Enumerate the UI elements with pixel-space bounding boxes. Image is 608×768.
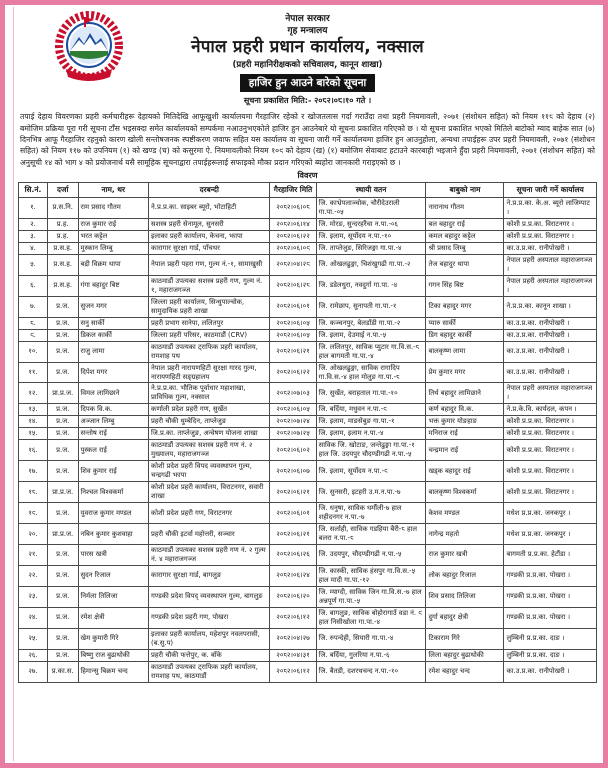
office-name: नेपाल प्रहरी प्रधान कार्यालय, नक्साल [191, 37, 424, 58]
cell-father: मनिराज राई [426, 428, 504, 440]
cell-rank: प्र.ज. [47, 428, 78, 440]
cell-father: श्री प्रसाद लिम्बु [426, 242, 504, 254]
cell-name: निर्मला तिलिजा [78, 586, 149, 607]
cell-posting: कोशी प्रदेश प्रहरी गण, विराटनगर [149, 503, 270, 524]
cell-office: कोशी प्र.प्र.का. विराटनगर । [504, 440, 597, 461]
table-row [19, 198, 597, 219]
cell-posting: ने.प्र.प्र.का. साइबर ब्यूरो, भोटाहिटी [149, 198, 270, 219]
table-row [19, 362, 597, 383]
cell-date: २०८२।०७।०३ [270, 383, 316, 404]
cell-date: २०८२।०६।२१ [270, 482, 316, 503]
cell-father: तेज बहादुर थापा [426, 254, 504, 275]
cell-office: का.उ.प्र.का. रानीपोखरी । [504, 329, 597, 341]
cell-date: २०८२।०६।०१ [270, 503, 316, 524]
cell-office: कोशी प्र.प्र.का. विराटनगर । [504, 218, 597, 230]
table-row [19, 586, 597, 607]
cell-address: जि. कास्की, साविक हंसपुर गा.वि.स.-५ हाल मादी गा.पा.-१२ [316, 565, 426, 586]
cell-date: २०८२।०६।२१ [270, 524, 316, 545]
cell-sn: ४. [19, 242, 48, 254]
cell-office: कोशी प्र.प्र.का. विराटनगर । [504, 230, 597, 242]
table-row [19, 254, 597, 275]
cell-sn: १५. [19, 428, 48, 440]
cell-date: २०८२।०६।२४ [270, 565, 316, 586]
cell-date: २०८२।०६।२० [270, 586, 316, 607]
cell-posting: जि.प्र.का. ताप्लेजुङ, अन्वेषण योजना शाखा [149, 428, 270, 440]
cell-rank: प्र.ज. [47, 586, 78, 607]
table-row [19, 317, 597, 329]
table-row [19, 649, 597, 661]
table-row [19, 329, 597, 341]
cell-rank: प्रा.प्र.ज. [47, 482, 78, 503]
cell-date: २०८२।०६।०७ [270, 461, 316, 482]
cell-posting: काठमाडौं उपत्यका ट्राफिक प्रहरी कार्यालय, रामशाह पथ [149, 341, 270, 362]
cell-address: जि. म्याग्दी, साविक जिन गा.वि.स.-७ हाल अन्नपूर्ण गा.पा.-५ [316, 586, 426, 607]
cell-posting: जिल्ला प्रहरी कार्यालय, सिन्धुपाल्चोक, सामुदायिक प्रहरी शाखा [149, 296, 270, 317]
cell-date: २०८२।०६।०५ [270, 404, 316, 416]
cell-sn: १. [19, 198, 48, 219]
cell-date: २०८२।०६।०९ [270, 242, 316, 254]
cell-sn: ३. [19, 230, 48, 242]
cell-office: का.उ.प्र.का. रानीपोखरी । [504, 341, 597, 362]
cell-father: दुर्गा बहादुर क्षेत्री [426, 607, 504, 628]
cell-date: २०८२।०६।०१ [270, 296, 316, 317]
ministry-name: गृह मन्त्रालय [287, 26, 328, 37]
sub-office-name: (प्रहरी महानिरीक्षकको सचिवालय, कानून शाखा) [232, 59, 383, 70]
cell-father: टिका बहादुर मगर [426, 296, 504, 317]
cell-posting: जिल्ला प्रहरी परिसर, काठमाडौं (CRV) [149, 329, 270, 341]
cell-address: जि. काभ्रेपलाञ्चोक, चौरीदेउराली गा.पा.-०५ [316, 198, 426, 219]
table-row [19, 661, 597, 682]
cell-father: लिला बहादुर बुढाथोकी [426, 649, 504, 661]
cell-address: जि. डडेलधुरा, नवदुर्गा गा.पा. -४ [316, 275, 426, 296]
cell-office: नेपाल प्रहरी अस्पताल महाराजगञ्ज । [504, 254, 597, 275]
cell-rank: प्र.ज. [47, 440, 78, 461]
cell-sn: २०. [19, 524, 48, 545]
cell-office: का.उ.प्र.का. रानीपोखरी । [504, 317, 597, 329]
cell-posting: इलाका प्रहरी कार्यालय, केचना, झापा [149, 230, 270, 242]
cell-rank: प्र.ज. [47, 362, 78, 383]
cell-posting: नेपाल प्रहरी पहरा गण, गुल्म नं.-१, सामाखुसी [149, 254, 270, 275]
cell-rank: प्र.स.ह. [47, 242, 78, 254]
cell-date: २०८२।०६।२८ [270, 275, 316, 296]
cell-office: कोशी प्र.प्र.का. विराटनगर । [504, 482, 597, 503]
cell-address: साविक जि. खोटाङ, जन्तेढुङ्गा गा.पा.-१ हाल जि. उदयपुर चौदण्डीगढी न.पा.-५ [316, 440, 426, 461]
table-caption: विवरण [297, 171, 318, 181]
cell-posting: काठमाडौं उपत्यका ट्राफिक प्रहरी कार्यालय, रामशाह पथ, काठमाडौं [149, 661, 270, 682]
cell-rank: प्र.ज. [47, 503, 78, 524]
cell-father: प्रेम कुमार मगर [426, 362, 504, 383]
cell-address: जि. धनुषा, साविक धर्मौली-७ हाल शहीदनगर न.पा.-७ [316, 503, 426, 524]
cell-date: २०८२।०४।२७ [270, 628, 316, 649]
cell-office: गण्डकी प्र.प्र.का. पोखरा । [504, 565, 597, 586]
cell-sn: ६. [19, 275, 48, 296]
cell-father: शिव प्रसाद तिलिजा [426, 586, 504, 607]
cell-name: विमल लामिछाने [78, 383, 149, 404]
cell-office: मधेश प्र.प्र.का. जनकपुर । [504, 503, 597, 524]
cell-name: राम प्रसाद गौतम [78, 198, 149, 219]
cell-name: शिव कुमार राई [78, 461, 149, 482]
cell-father: नागेन्द्र महतो [426, 524, 504, 545]
cell-posting: प्रहरी प्रभाग सानेपा, ललितपुर [149, 317, 270, 329]
published-date: सूचना प्रकाशित मिति:- २०८२।०८।१० गते । [243, 96, 372, 106]
cell-date: २०८२।०६।१२ [270, 661, 316, 682]
notice-body-paragraph: तपाई देहाय विवरणका प्रहरी कर्मचारीहरू देहायको मितिदेखि आफूखुशी कार्यालयमा गैरहाजिर रहेको र खोजतलास गर्दा गराउँदा तथा प्रहरी नियमावली, २०७१ (संशोधन सहित) को नियम ११८ को देहाय (२) बमोजिम प्रक्रिया पूरा गरी सूचना टाँस भइसक्दा समेत कार्यालयको सम्पर्कमा नआउनुभएकोले हाजिर हुन आउनेबारे यो सूचना प्रकाशित गरिएको छ । यो सूचना प्रकाशित भएको मितिले बाटोको म्याद बाहेक सात (७) दिनभित्र आफू गैरहाजिर रहनुको कारण खोली सन्तोषजनक स्पष्टीकरण जवाफ सहित यस कार्यालय वा सूचना जारी गर्ने कार्यालयमा हाजिर हुन आउनुहोला, अन्यथा तपाईहरू उपर प्रहरी नियमावली, २०७१ (संशोधन सहित) को नियम ११७ को उपनियम (१) को खण्ड (च) को कसुरमा ऐ. नियमावलीको नियम १०९ को देहाय (ख) (१) बमोजिम सेवाबाट हटाउने कारबाही भइजाने हुँदा प्रहरी नियमावली, २०७१ (संशोधन सहित) को अनुसूची १४ को भाग ४ को प्रयोजनार्थ यसै सामूहिक सूचनाद्वारा तपाईहरूलाई सफाइको मौका प्रदान गरिएको ब्यहोरा जानकारी गराइएको छ । [20, 112, 595, 167]
cell-father: बल बहादुर राई [426, 218, 504, 230]
notice-title: हाजिर हुन आउने बारेको सूचना [240, 74, 376, 92]
cell-name: खेम कुमारी गिरे [78, 628, 149, 649]
cell-address: जि. इलाम, सूर्योदय न.पा.-१० [316, 230, 426, 242]
table-body [19, 198, 597, 683]
page-inner [13, 7, 599, 761]
table-row [19, 218, 597, 230]
cell-sn: २. [19, 218, 48, 230]
cell-father: राज कुमार खत्री [426, 545, 504, 566]
column-header: बाबुको नाम [426, 183, 504, 198]
table-row [19, 296, 597, 317]
cell-rank: प्र.ह. [47, 218, 78, 230]
cell-address: जि. इलाम, इलाम न.पा.-४ [316, 428, 426, 440]
cell-office: लुम्बिनी प्र.प्र.का. दाङ । [504, 649, 597, 661]
nepal-police-emblem-icon [46, 11, 132, 85]
cell-name: सनु सार्की [78, 317, 149, 329]
cell-sn: २४. [19, 607, 48, 628]
table-row [19, 524, 597, 545]
cell-posting: प्रहरी चौकी फत्तेपुर, क. बाँके [149, 649, 270, 661]
table-row [19, 545, 597, 566]
cell-office: ने.प्र.प्र.का. के.अ. ब्यूरो लाजिम्पाट । [504, 198, 597, 219]
cell-father: प्यारु सार्की [426, 317, 504, 329]
table-row [19, 461, 597, 482]
cell-name: मुस्कान लिम्बु [78, 242, 149, 254]
cell-name: दिपेश मगर [78, 362, 149, 383]
cell-sn: १९. [19, 503, 48, 524]
cell-rank: प्र.स.ह. [47, 254, 78, 275]
cell-name: सुदन रिजाल [78, 565, 149, 586]
cell-date: २०८२।०७।२४ [270, 416, 316, 428]
cell-address: जि. रामेछाप, सुनापती गा.पा.-१ [316, 296, 426, 317]
table-row [19, 416, 597, 428]
cell-sn: २७. [19, 661, 48, 682]
cell-rank: प्र.ज. [47, 565, 78, 586]
cell-address: जि. सर्लाही, साविक गडहिया बैरी-८ हाल बलरा न.पा.-८ [316, 524, 426, 545]
cell-father: केशव मण्डल [426, 503, 504, 524]
cell-father: तिर्थ बहादुर लामिछाने [426, 383, 504, 404]
table-row [19, 607, 597, 628]
cell-date: २०८२।०४।२९ [270, 254, 316, 275]
cell-father: बालकृष्ण विश्वकर्मा [426, 482, 504, 503]
cell-father: लोक बहादुर रिजाल [426, 565, 504, 586]
cell-date: २०८२।०६।०८ [270, 198, 316, 219]
cell-office: का.उ.प्र.का. रानीपोखरी । [504, 242, 597, 254]
column-header: सूचना जारी गर्ने कार्यालय [504, 183, 597, 198]
table-row [19, 404, 597, 416]
cell-name: डिकल कार्की [78, 329, 149, 341]
masthead [18, 9, 597, 106]
cell-sn: २१. [19, 545, 48, 566]
cell-rank: प्र.ज. [47, 329, 78, 341]
cell-posting: कारागार सुरक्षा गार्ड, पाँचथर [149, 242, 270, 254]
cell-name: सुजन मगर [78, 296, 149, 317]
cell-posting: काठमाडौं उपत्यका सशस्त्र प्रहरी गण नं. २ गुल्म नं. ४ महाराजगञ्ज [149, 545, 270, 566]
cell-father: डिग बहादुर कार्की [426, 329, 504, 341]
cell-sn: १८. [19, 482, 48, 503]
cell-address: जि. इलाम, सूर्योदय न.पा.-९ [316, 461, 426, 482]
cell-address: जि. मोरङ, सुन्दरहरैंचा न.पा.-०६ [316, 218, 426, 230]
cell-rank: प्र.ज. [47, 607, 78, 628]
cell-date: २०८२।०७।२५ [270, 428, 316, 440]
cell-father: नारानाथ गौतम [426, 198, 504, 219]
column-header: सि.नं. [19, 183, 48, 198]
cell-address: जि. इलाम, देउमाई न.पा.-५ [316, 329, 426, 341]
table-row [19, 440, 597, 461]
cell-address: जि. बागलुङ, साविक बोहोरागाउँ वडा नं. ९ हाल निसीखोला गा.पा.-४ [316, 607, 426, 628]
cell-rank: प्र.ज. [47, 341, 78, 362]
cell-posting: सशस्त्र प्रहरी सेनामूल, सुनसरी [149, 218, 270, 230]
cell-office: कोशी प्र.प्र.का. विराटनगर । [504, 416, 597, 428]
cell-office: लुम्बिनी प्र.प्र.का. दाङ । [504, 628, 597, 649]
cell-address: जि. बैतडी, दशरथचन्द न.पा.-१० [316, 661, 426, 682]
cell-name: पुस्कल राई [78, 440, 149, 461]
cell-posting: कोशी प्रदेश प्रहरी विपद व्यवस्थापन गुल्म, चन्द्रगढी झापा [149, 461, 270, 482]
cell-posting: प्रहरी चौकी थुम्बेदिन, ताप्लेजुङ [149, 416, 270, 428]
cell-posting: कोशी प्रदेश प्रहरी कार्यालय, विराटनगर, सवारी शाखा [149, 482, 270, 503]
cell-address: जि. ओखलढुङ्गा, चिशंखुगढी गा.पा.-२ [316, 254, 426, 275]
cell-rank: प्रा.प्र.ज. [47, 383, 78, 404]
cell-rank: प्र.ज. [47, 416, 78, 428]
cell-name: भरत कट्टेल [78, 230, 149, 242]
cell-name: निश्चल विश्वकर्मा [78, 482, 149, 503]
cell-rank: प्र.स.नि. [47, 198, 78, 219]
cell-rank: प्र.ह. [47, 230, 78, 242]
table-header-row [19, 183, 597, 198]
table-row [19, 230, 597, 242]
cell-date: २०८२।०६।१२ [270, 607, 316, 628]
column-header: दर्जा [47, 183, 78, 198]
cell-father: चन्द्रमान राई [426, 440, 504, 461]
column-header: दरबन्दी [149, 183, 270, 198]
cell-address: जि. ललितपुर, साविक प्युटार गा.वि.स.-८ हाल बागमती गा.पा.-४ [316, 341, 426, 362]
cell-rank: प्र.ज. [47, 404, 78, 416]
table-row [19, 482, 597, 503]
table-row [19, 565, 597, 586]
table-row [19, 503, 597, 524]
cell-name: पारस खत्री [78, 545, 149, 566]
cell-sn: २३. [19, 586, 48, 607]
cell-name: रमेश क्षेत्री [78, 607, 149, 628]
government-name: नेपाल सरकार [285, 14, 330, 24]
cell-rank: प्र.ज. [47, 545, 78, 566]
cell-father: बालकृष्ण लामा [426, 341, 504, 362]
cell-name: दिपक वि.क. [78, 404, 149, 416]
cell-posting: काठमाडौं उपत्यका सशस्त्र प्रहरी गण, गुल्म नं. १, महाराजगञ्ज [149, 275, 270, 296]
cell-father: खड्क बहादुर राई [426, 461, 504, 482]
cell-father: भक्त कुमार योङहाङ [426, 416, 504, 428]
cell-sn: २६. [19, 649, 48, 661]
cell-date: २०८२।०६।२१ [270, 341, 316, 362]
cell-sn: ११. [19, 362, 48, 383]
cell-address: जि. कञ्चनपुर, बेलडाँडी गा.पा.-२ [316, 317, 426, 329]
cell-sn: २५. [19, 628, 48, 649]
cell-sn: २२. [19, 565, 48, 586]
cell-sn: ७. [19, 296, 48, 317]
table-row [19, 275, 597, 296]
cell-address: जि. उदयपुर, चौदण्डीगढी न.पा.-५ [316, 545, 426, 566]
cell-father: कर्ण बहादुर वि.क. [426, 404, 504, 416]
cell-posting: नेपाल प्रहरी नारायणहिटी सुरक्षा गारद गुल्म, नारायणहिटी सङ्ग्रहालय [149, 362, 270, 383]
absentee-table [18, 182, 597, 682]
cell-father: टिकाराम गिरे [426, 628, 504, 649]
table-row [19, 242, 597, 254]
cell-rank: प्र.का.स. [47, 661, 78, 682]
cell-rank: प्रा.प्र.ज. [47, 524, 78, 545]
cell-date: २०८२।०६।२६ [270, 545, 316, 566]
cell-office: कोशी प्र.प्र.का. विराटनगर । [504, 461, 597, 482]
cell-sn: १४. [19, 416, 48, 428]
cell-posting: प्रहरी चौकी इटर्वा महोत्तरी, सञ्चार [149, 524, 270, 545]
cell-date: २०८२।०६।०२ [270, 440, 316, 461]
cell-name: नबिन कुमार कुशवाहा [78, 524, 149, 545]
cell-name: सन्तोष राई [78, 428, 149, 440]
cell-father: कमल बहादुर कट्टेल [426, 230, 504, 242]
cell-father: गगन सिंह बिष्ट [426, 275, 504, 296]
cell-office: का.उ.प्र.का. रानीपोखरी । [504, 661, 597, 682]
cell-address: जि. इलाम, माङसेबुङ गा.पा.-१ [316, 416, 426, 428]
cell-date: २०८२।०६।०५ [270, 329, 316, 341]
cell-date: २०८२।०६।१४ [270, 218, 316, 230]
cell-date: २०८२।०४।३१ [270, 649, 316, 661]
column-header: गैरहाजिर मिति [270, 183, 316, 198]
cell-sn: ९. [19, 329, 48, 341]
cell-office: मधेश प्र.प्र.का. जनकपुर । [504, 524, 597, 545]
cell-office: ने.प्र.के.वि. कार्यदल, कपन । [504, 404, 597, 416]
cell-address: जि. ताप्लेजुङ, सिरिजङ्गा गा.पा.-४ [316, 242, 426, 254]
cell-office: नेपाल प्रहरी अस्पताल महाराजगञ्ज । [504, 383, 597, 404]
cell-office: का.उ.प्र.का. रानीपोखरी । [504, 362, 597, 383]
cell-name: राजु लामा [78, 341, 149, 362]
cell-posting: काठमाडौं उपत्यका सशस्त्र प्रहरी गण नं. २ मुख्यालय, महाराजगञ्ज [149, 440, 270, 461]
cell-address: जि. सुनसरी, इटहरी उ.म.न.पा.-७ [316, 482, 426, 503]
cell-posting: कर्णाली प्रदेश प्रहरी गण, सुर्खेत [149, 404, 270, 416]
table-row [19, 341, 597, 362]
cell-office: नेपाल प्रहरी अस्पताल महाराजगञ्ज । [504, 275, 597, 296]
cell-sn: १७. [19, 461, 48, 482]
cell-address: जि. बर्दिया, गुलरिया न.पा.-६ [316, 649, 426, 661]
cell-rank: प्र.ज. [47, 296, 78, 317]
cell-posting: गण्डकी प्रदेश विपद् व्यवस्थापन गुल्म, बागलुङ [149, 586, 270, 607]
cell-rank: प्र.ज. [47, 461, 78, 482]
cell-name: राज कुमार राई [78, 218, 149, 230]
cell-sn: ५. [19, 254, 48, 275]
cell-rank: प्र.स.ह. [47, 275, 78, 296]
cell-sn: १०. [19, 341, 48, 362]
cell-sn: ८. [19, 317, 48, 329]
cell-rank: प्र.ज. [47, 317, 78, 329]
table-row [19, 428, 597, 440]
cell-address: जि. रुपन्देही, सियारी गा.पा.-४ [316, 628, 426, 649]
cell-date: २०८२।०६।०५ [270, 317, 316, 329]
cell-office: कोशी प्र.प्र.का. विराटनगर । [504, 428, 597, 440]
cell-office: गण्डकी प्र.प्र.का. पोखरा । [504, 607, 597, 628]
cell-posting: गण्डकी प्रदेश प्रहरी गण, पोखरा [149, 607, 270, 628]
cell-name: बद्री विक्रम थापा [78, 254, 149, 275]
cell-office: गण्डकी प्र.प्र.का. पोखरा । [504, 586, 597, 607]
cell-name: गंगा बहादुर बिष्ट [78, 275, 149, 296]
cell-name: अञ्जान लिम्बु [78, 416, 149, 428]
cell-address: जि. सुर्खेत, बराहताल गा.पा.-१० [316, 383, 426, 404]
cell-posting: कारागार सुरक्षा गार्ड, बागलुङ [149, 565, 270, 586]
table-row [19, 383, 597, 404]
cell-office: ने.प्र.प्र.का. कानून शाखा । [504, 296, 597, 317]
cell-sn: १२. [19, 383, 48, 404]
cell-office: बागमती प्र.प्र.का. हेटौंडा । [504, 545, 597, 566]
cell-name: हिमान्सु बिक्रम चन्द [78, 661, 149, 682]
cell-name: बिष्णु राज बुढाथोकी [78, 649, 149, 661]
cell-address: जि. ओखलढुङ्गा, साविक रागादिप गा.वि.स.-४ हाल मोलुङ गा.पा.-८ [316, 362, 426, 383]
column-header: नाम, थर [78, 183, 149, 198]
cell-father: रमेश बहादुर चन्द [426, 661, 504, 682]
cell-posting: इलाका प्रहरी कार्यालय, महेशपुर नवलपरासी, (ब.सु.प) [149, 628, 270, 649]
cell-sn: १३. [19, 404, 48, 416]
cell-sn: १६. [19, 440, 48, 461]
cell-date: २०८२।०६।२२ [270, 230, 316, 242]
cell-date: २०८२।०६।२२ [270, 362, 316, 383]
cell-address: जि. बर्दिया, मधुवन न.पा.-९ [316, 404, 426, 416]
table-row [19, 628, 597, 649]
cell-posting: ने.प्र.प्र.का. भौतिक पूर्वाधार महाशाखा, प्राविधिक गुल्म, नक्साल [149, 383, 270, 404]
cell-rank: प्र.ज. [47, 649, 78, 661]
cell-rank: प्र.ज. [47, 628, 78, 649]
column-header: स्थायी वतन [316, 183, 426, 198]
cell-name: युवराज कुमार मण्डल [78, 503, 149, 524]
